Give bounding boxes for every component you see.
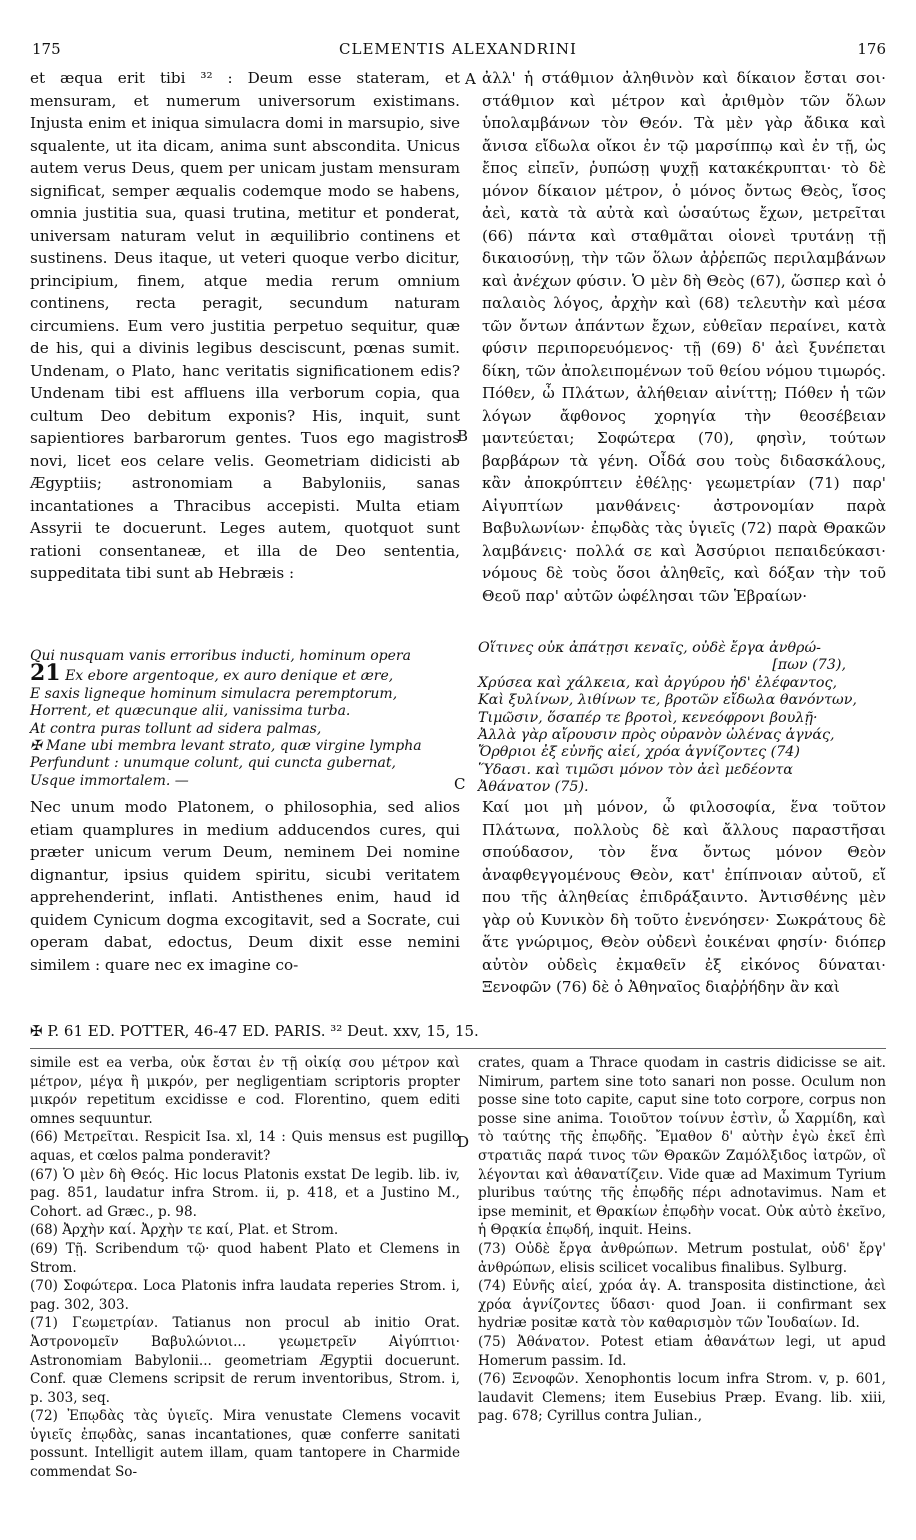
- greek-verse-line: Οἵτινες οὐκ ἀπάτῃσι κεναῖς, οὐδὲ ἔργα ἀνθρώ-: [478, 640, 821, 656]
- footnotes-left: [30, 1054, 460, 1482]
- latin-verse-line: Qui nusquam vanis erroribus inducti, hominum opera: [30, 648, 411, 664]
- greek-verse-block: [478, 640, 886, 797]
- latin-verse-line: Horrent, et quæcunque alii, vanissima turba.: [30, 703, 351, 720]
- page-number-left: 175: [32, 40, 61, 58]
- footnote: (72) Ἐπῳδὰς τὰς ὑγιεῖς. Mira venustate Clemens vocavit ὑγιεῖς ἐπῳδὰς, sanas incantationes, quæ conferre sanitati possunt. Intelligit autem illam, quam tantopere in Charmide commendat So-: [30, 1408, 460, 1481]
- latin-verse-line: Perfundunt : unumque colunt, qui cuncta gubernat,: [30, 755, 396, 772]
- greek-verse-line: Χρύσεα καὶ χάλκεια, καὶ ἀργύρου ἠδ' ἐλέφαντος,: [478, 674, 838, 691]
- latin-column-bottom: [30, 796, 460, 976]
- greek-paragraph: Καί μοι μὴ μόνον, ὦ φιλοσοφία, ἕνα τοῦτον Πλάτωνα, πολλοὺς δὲ καὶ ἄλλους παραστῆσαι σπούδασον, τὸν ἕνα ὄντως μόνον Θεὸν ἀναφθεγγομένους Θεὸν, κατ' ἐπίπνοιαν αὐτοῦ, εἴ που τῆς ἀληθείας ἐπιδράξαιντο. Ἀντισθένης μὲν γὰρ οὐ Κυνικὸν δὴ τοῦτο ἐνενόησεν· Σωκράτους δὲ ἅτε γνώριμος, Θεὸν οὐδενὶ ἐοικέναι φησίν· διόπερ αὐτὸν οὐδεὶς ἐκμαθεῖν ἐξ εἰκόνος δύναται· Ξενοφῶν (76) δὲ ὁ Ἀθηναῖος διαῤῥήδην ἂν καὶ: [482, 798, 886, 996]
- margin-marker-d: D: [457, 1133, 470, 1151]
- latin-verse-line: At contra puras tollunt ad sidera palmas,: [30, 720, 322, 737]
- page-header: [30, 40, 886, 60]
- margin-marker-a: A: [465, 70, 476, 88]
- greek-column-top: [482, 67, 886, 607]
- footnote: (69) Τῇ. Scribendum τῷ· quod habent Plato et Clemens in Strom.: [30, 1240, 460, 1276]
- footnote: (70) Σοφώτερα. Loca Platonis infra laudata reperies Strom. i, pag. 302, 303.: [30, 1278, 460, 1313]
- footnote: (68) Ἀρχὴν καί. Ἀρχὴν τε καί, Plat. et Strom.: [30, 1222, 339, 1239]
- margin-marker-b: B: [457, 427, 469, 445]
- page-number-right: 176: [857, 40, 886, 58]
- footnote: (76) Ξενοφῶν. Xenophontis locum infra Strom. v, p. 601, laudavit Clemens; item Eusebius Præp. Evang. lib. xiii, pag. 678; Cyrillus contra Julian.,: [478, 1371, 886, 1425]
- footnote: (67) Ὁ μὲν δὴ Θεός. Hic locus Platonis exstat De legib. lib. iv, pag. 851, laudatur infra Strom. ii, p. 418, et a Justino M., Cohort. ad Græc., p. 98.: [30, 1166, 460, 1220]
- footnote: (73) Οὐδὲ ἔργα ἀνθρώπων. Metrum postulat, οὐδ' ἔργ' ἀνθρώπων, elisis scilicet vocalibus finalibus. Sylburg.: [478, 1240, 886, 1276]
- footnotes-right: [478, 1054, 886, 1426]
- greek-paragraph: ἀλλ' ἡ στάθμιον ἀληθινὸν καὶ δίκαιον ἔσται σοι· στάθμιον καὶ μέτρον καὶ ἀριθμὸν τῶν ὅλων ὑπολαμβάνων τὸν Θεόν. Τὰ μὲν γὰρ ἄδικα καὶ ἄνισα εἴδωλα οἴκοι ἐν τῷ μαρσίππῳ καὶ ἐν τῇ, ὡς ἔπος εἰπεῖν, ῥυπώσῃ ψυχῇ κατακέκρυπται· τὸ δὲ μόνον δίκαιον μέτρον, ὁ μόνος ὄντως Θεὸς, ἴσος ἀεὶ, κατὰ τὰ αὐτὰ καὶ ὡσαύτως ἔχων, μετρεῖται (66) πάντα καὶ σταθμᾶται οἱονεὶ τρυτάνῃ τῇ δικαιοσύνῃ, τὴν τῶν ὅλων ἀῤῥεπῶς περιλαμβάνων καὶ ἀνέχων φύσιν. Ὁ μὲν δὴ Θεὸς (67), ὥσπερ καὶ ὁ παλαιὸς λόγος, ἀρχὴν καὶ (68) τελευτὴν καὶ μέσα τῶν ὄντων ἁπάντων ἔχων, εὐθεῖαν περαίνει, κατὰ φύσιν περιπορευόμενος· τῇ (69) δ' ἀεὶ ξυνέπεται δίκη, τῶν ἀπολειπομένων τοῦ θείου νόμου τιμωρός. Πόθεν, ὦ Πλάτων, ἀλήθειαν αἰνίττῃ; Πόθεν ἡ τῶν λόγων ἄφθονος χορηγία τὴν θεοσέβειαν μαντεύεται; Σοφώτερα (70), φησὶν, τούτων βαρβάρων τὰ γένη. Οἶδά σου τοὺς διδασκάλους, κἂν ἀποκρύπτειν ἐθέλῃς· γεωμετρίαν (71) παρ' Αἰγυπτίων μανθάνεις· ἀστρονομίαν παρὰ Βαβυλωνίων· ἐπῳδὰς τὰς ὑγιεῖς (72) παρὰ Θρακῶν λαμβάνεις· πολλά σε καὶ Ἀσσύριοι πεπαιδεύκασι· νόμους δὲ τοὺς ὅσοι ἀληθεῖς, καὶ δόξαν τὴν τοῦ Θεοῦ παρ' αὐτῶν ὠφέλησαι τῶν Ἑβραίων·: [482, 69, 886, 605]
- greek-verse-line: Ὄρθριοι ἐξ εὐνῆς αἰεί, χρόα ἁγνίζοντες (74): [478, 744, 800, 761]
- greek-verse-line: Ὕδασι. καὶ τιμῶσι μόνον τὸν ἀεὶ μεδέοντα: [478, 761, 793, 778]
- running-title: CLEMENTIS ALEXANDRINI: [339, 40, 577, 58]
- section-number: 21: [30, 660, 61, 687]
- margin-marker-c: C: [454, 775, 466, 793]
- footnote: simile est ea verba, οὐκ ἔσται ἐν τῇ οἰκίᾳ σου μέτρον καὶ μέτρον, μέγα ἢ μικρόν, per negligentiam scriptoris propter μικρόν repetitum excidisse e cod. Florentino, quem editi omnes sequuntur.: [30, 1055, 460, 1127]
- latin-paragraph: et æqua erit tibi ³² : Deum esse stateram, et mensuram, et numerum universorum existimans. Injusta enim et iniqua simulacra domi in marsupio, sive squalente, ut ita dicam, anima sunt abscondita. Unicus autem verus Deus, quem per unicam justam mensuram significat, semper æqualis codemque modo se habens, omnia justitia sua, quasi trutina, metitur et ponderat, universam naturam velut in æquilibrio continens et sustinens. Deus itaque, ut veteri quoque verbo dicitur, principium, finem, atque media rerum omnium continens, recta peragit, secundum naturam circumiens. Eum vero justitia perpetuo sequitur, quæ de his, qui a divinis legibus desciscunt, pœnas sumit. Undenam, o Plato, hanc veritatis significationem edis? Undenam tibi est affluens illa verborum copia, qua cultum Deo debitum exponis? His, inquit, sunt sapientiores barbarorum gentes. Tuos ego magistros novi, licet eos celare velis. Geometriam didicisti ab Ægyptiis; astronomiam a Babyloniis, sanas incantationes a Thracibus accepisti. Multa etiam Assyrii te docuerunt. Leges autem, quotquot sunt rationi consentaneæ, et illa de Deo sententia, suppeditata tibi sunt ab Hebræis :: [30, 69, 460, 582]
- latin-verse-line: ✠ Mane ubi membra levant strato, quæ virgine lympha: [30, 738, 422, 755]
- greek-verse-line: Ἀθάνατον (75).: [478, 779, 589, 796]
- greek-verse-line: Ἀλλὰ γὰρ αἴρουσιν πρὸς οὐρανὸν ὠλένας ἁγνάς,: [478, 727, 835, 744]
- greek-verse-line: Τιμῶσιν, ὅσαπέρ τε βροτοὶ, κενεόφρονι βουλῇ·: [478, 709, 818, 726]
- footnote: (66) Μετρεῖται. Respicit Isa. xl, 14 : Quis mensus est pugillo aquas, et cœlos palma ponderavit?: [30, 1129, 460, 1164]
- latin-verse-line: E saxis ligneque hominum simulacra peremptorum,: [30, 685, 398, 702]
- latin-paragraph: Nec unum modo Platonem, o philosophia, sed alios etiam quamplures in medium adducendos cures, qui præter unicum verum Deum, neminem Dei nomine dignantur, ipsius quidem spiritu, sicubi veritatem apprehenderint, inflati. Antisthenes enim, haud id quidem Cynicum dogma excogitavit, sed a Socrate, cui operam dabat, edoctus, Deum dixit esse nemini similem : quare nec ex imagine co-: [30, 798, 460, 974]
- latin-verse-block: [30, 648, 460, 790]
- latin-column-top: [30, 67, 460, 585]
- greek-verse-line: Καὶ ξυλίνων, λιθίνων τε, βροτῶν εἴδωλα θανόντων,: [478, 692, 857, 709]
- footnote: (71) Γεωμετρίαν. Tatianus non procul ab initio Orat. Ἀστρονομεῖν Βαβυλώνιοι... γεωμετρεῖν Αἰγύπτιοι· Astronomiam Babylonii... geometriam Ægyptii docuerunt. Conf. quæ Clemens scripsit de rerum inventoribus, Strom. i, p. 303, seq.: [30, 1315, 460, 1406]
- latin-verse-line: Ex ebore argentoque, ex auro denique et ære,: [65, 668, 394, 685]
- footnote: (74) Εὐνῆς αἰεί, χρόα ἁγ. A. transposita distinctione, ἀεὶ χρόα ἁγνίζοντες ὕδασι· quod Joan. ii confirmant sex hydriæ positæ κατὰ τὸν καθαρισμὸν τῶν Ἰουδαίων. Id.: [478, 1278, 886, 1332]
- footnote: (75) Ἀθάνατον. Potest etiam ἀθανάτων legi, ut apud Homerum passim. Id.: [478, 1333, 886, 1369]
- notes-divider: [30, 1048, 886, 1049]
- latin-verse-line: Usque immortalem. —: [30, 772, 189, 789]
- greek-verse-line: [πων (73),: [772, 657, 846, 674]
- greek-column-bottom: [482, 796, 886, 999]
- edition-reference-line: ✠ P. 61 ED. POTTER, 46-47 ED. PARIS. ³² Deut. xxv, 15, 15.: [30, 1022, 479, 1040]
- footnote: crates, quam a Thrace quodam in castris didicisse se ait. Nimirum, partem sine toto sanari non posse. Oculum non posse sine toto capite, caput sine toto corpore, corpus non posse sine anima. Τοιοῦτον τοίνυν ἐστὶν, ὦ Χαρμίδη, καὶ τὸ ταύτης τῆς ἐπῳδῆς. Ἔμαθον δ' αὐτὴν ἐγὼ ἐκεῖ ἐπὶ στρατιᾶς παρά τινος τῶν Θρακῶν Ζαμόλξιδος ἰατρῶν, οἳ λέγονται καὶ ἀθανατίζειν. Vide quæ ad Maximum Tyrium pluribus ταύτης τῆς ἐπῳδῆς πέρι adnotavimus. Nam et ipse meminit, et Θρακίων ἐπῳδὴν vocat. Οὐκ αὐτὸ ἐκεῖνο, ἡ Θρᾳκία ἐπῳδή, inquit. Heins.: [478, 1055, 886, 1239]
